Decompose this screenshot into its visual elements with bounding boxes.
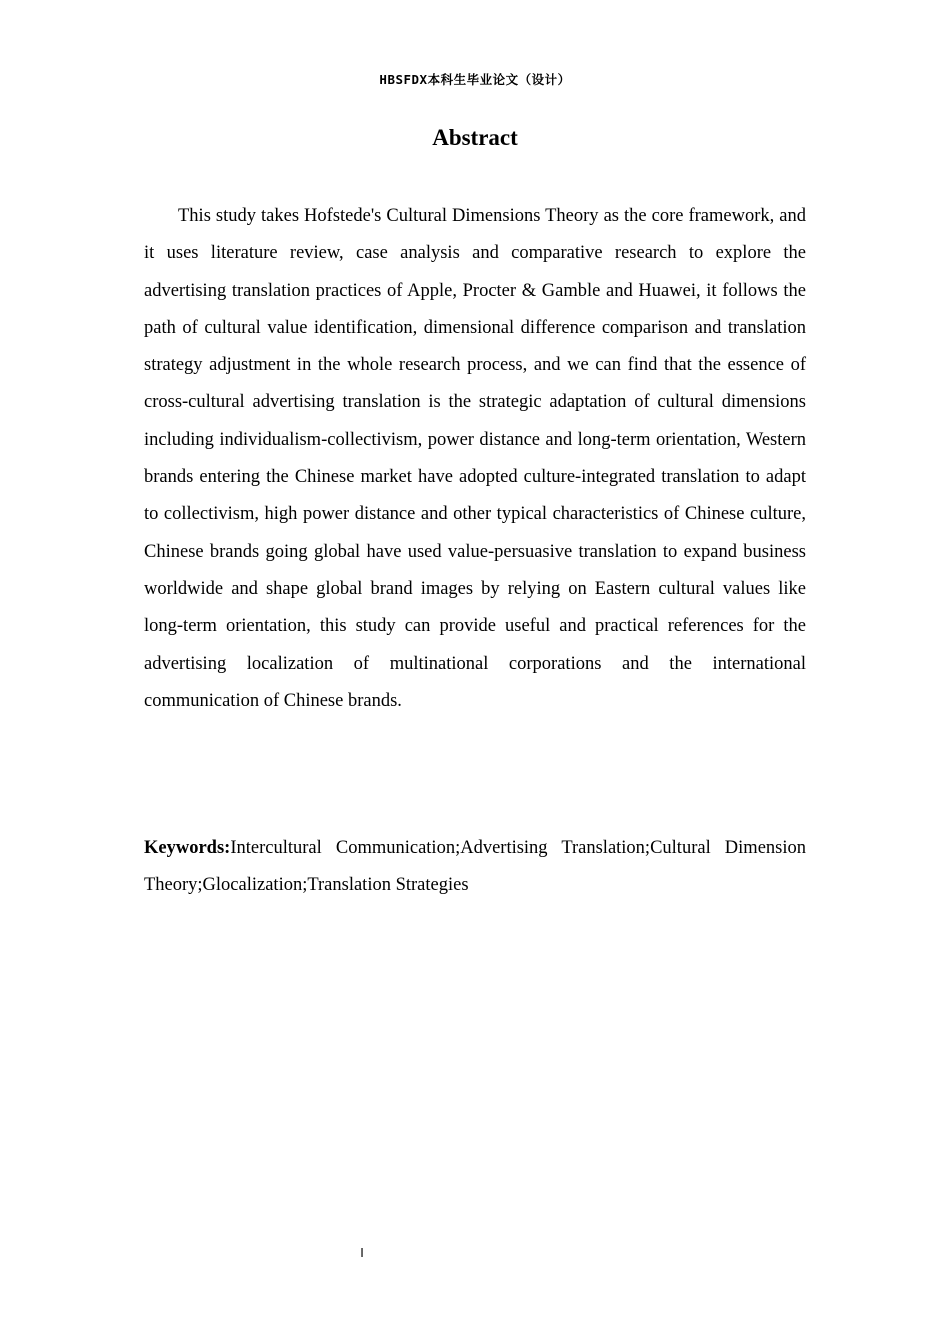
keywords-text: Intercultural Communication;Advertising Translation;Cultural Dimension Theory;Glocalization;Translation Strategies [144, 838, 806, 896]
abstract-body: This study takes Hofstede's Cultural Dimensions Theory as the core framework, and it uses literature review, case analysis and comparative research to explore the advertising translation practices of Apple, Procter & Gamble and Huawei, it follows the path of cultural value identification, dimensional difference comparison and translation strategy adjustment in the whole research process, and we can find that the essence of cross-cultural advertising translation is the strategic adaptation of cultural dimensions including individualism-collectivism, power distance and long-term orientation, Western brands entering the Chinese market have adopted culture-integrated translation to adapt to collectivism, high power distance and other typical characteristics of Chinese culture, Chinese brands going global have used value-persuasive translation to expand business worldwide and shape global brand images by relying on Eastern cultural values like long-term orientation, this study can provide useful and practical references for the advertising localization of multinational corporations and the international communication of Chinese brands. [144, 206, 806, 711]
page-number: I [360, 1246, 364, 1260]
keywords-label: Keywords: [144, 838, 231, 858]
abstract-title: Abstract [432, 125, 518, 150]
running-header: HBSFDX本科生毕业论文（设计） [379, 72, 571, 87]
keywords-paragraph [144, 830, 806, 905]
